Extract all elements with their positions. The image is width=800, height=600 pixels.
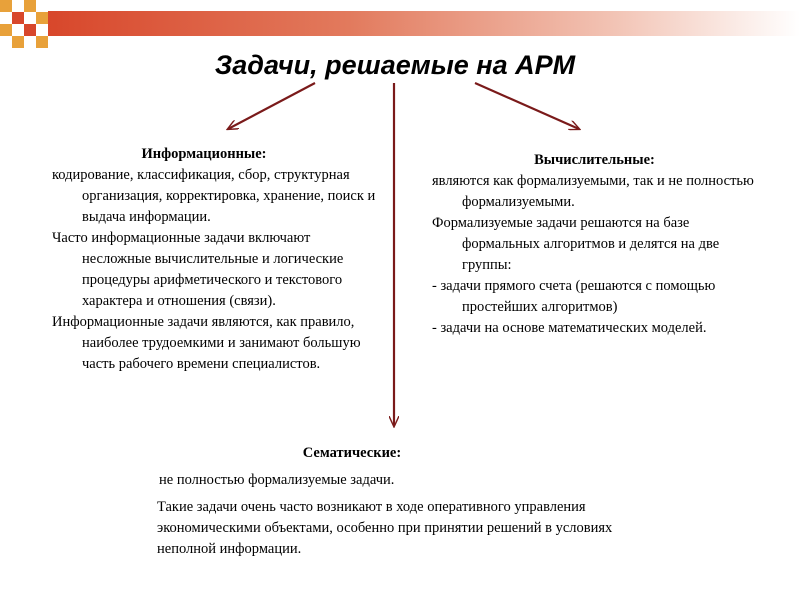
computational-heading: Вычислительные:: [534, 152, 655, 168]
semantic-text-1: не полностью формализуемые задачи.: [159, 472, 395, 488]
informational-heading: Информационные:: [141, 146, 267, 162]
computational-text-1: являются как формализуемыми, так и не полностью формализуемыми.: [432, 173, 754, 210]
informational-tasks-block: [52, 144, 382, 375]
arrow-to-informational: [228, 83, 315, 129]
semantic-tasks-block: [157, 443, 627, 566]
computational-text-3: - задачи прямого счета (решаются с помощью простейших алгоритмов): [432, 278, 716, 315]
semantic-text-2: Такие задачи очень часто возникают в ходе оперативного управления экономическими объектами, особенно при принятии решений в условиях неполной информации.: [157, 499, 613, 557]
semantic-heading: Сематические:: [302, 445, 402, 461]
computational-tasks-block: [432, 150, 767, 339]
informational-text-2: Часто информационные задачи включают несложные вычислительные и логические процедуры арифметического и текстового характера и отношения (связи).: [52, 230, 344, 309]
page-title: Задачи, решаемые на АРМ: [214, 50, 576, 80]
arrow-to-computational: [475, 83, 579, 129]
informational-text-1: кодирование, классификация, сбор, структурная организация, корректировка, хранение, поиск и выдача информации.: [52, 167, 376, 225]
informational-text-3: Информационные задачи являются, как правило, наиболее трудоемкими и занимают большую часть рабочего времени специалистов.: [52, 314, 361, 372]
computational-text-2: Формализуемые задачи решаются на базе формальных алгоритмов и делятся на две группы:: [432, 215, 720, 273]
computational-text-4: - задачи на основе математических моделей.: [432, 320, 707, 336]
